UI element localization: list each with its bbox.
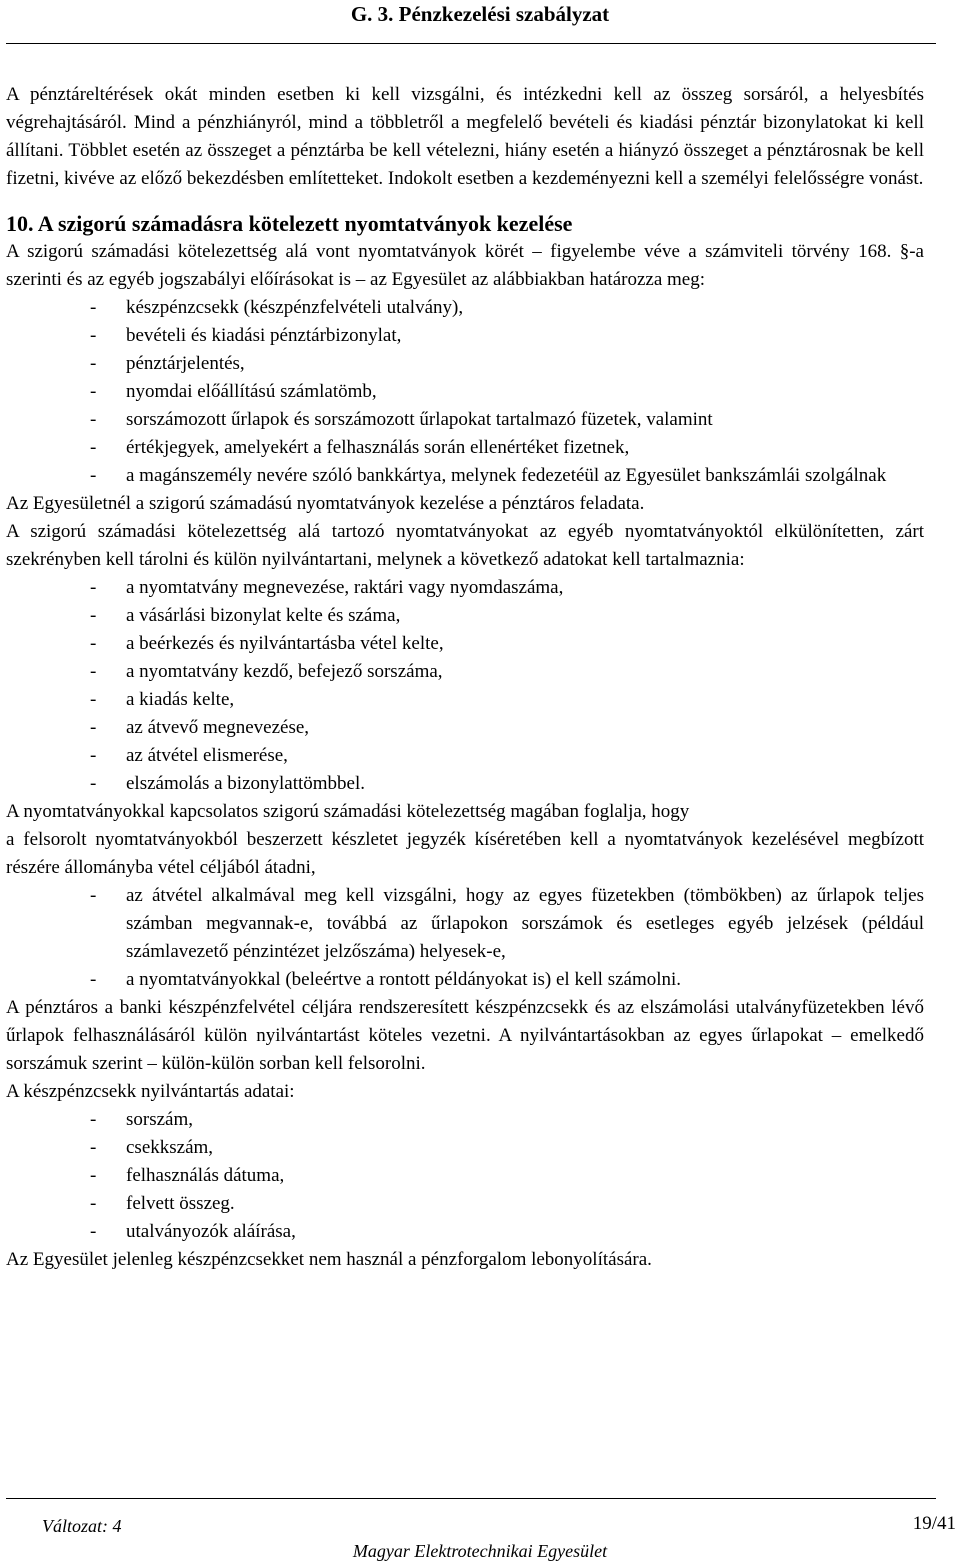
list-item-text: utalványozók aláírása,: [126, 1221, 296, 1242]
list-item: [6, 1106, 924, 1134]
list-item: [6, 770, 924, 798]
list-item-text: a nyomtatvány kezdő, befejező sorszáma,: [126, 661, 443, 682]
list-item-text: készpénzcsekk (készpénzfelvételi utalvány),: [126, 297, 464, 318]
list-item: [6, 1190, 924, 1218]
list-dash: -: [90, 1193, 97, 1214]
paragraph-cheque-register: A pénztáros a banki készpénzfelvétel céljára rendszeresített készpénzcsekk és az elszámolási utalványfüzetekben lévő űrlapok felhasználásáról külön nyilvántartást köteles vezetni. A nyilvántartásokban az egyes űrlapokat – emelkedő sorszámuk szerint – külön-külön sorban kell felsorolni.: [6, 997, 924, 1074]
list-item-text: a magánszemély nevére szóló bankkártya, melynek fedezetéül az Egyesület bankszámlái szolgálnak: [126, 465, 887, 486]
list-register-data: [6, 574, 924, 798]
list-dash: -: [90, 1165, 97, 1186]
list-dash: -: [90, 661, 97, 682]
list-dash: -: [90, 633, 97, 654]
list-dash: -: [90, 437, 97, 458]
list-item-text: az átvétel elismerése,: [126, 745, 288, 766]
list-item: [6, 322, 924, 350]
paragraph-discrepancies: A pénztáreltérések okát minden esetben ki kell vizsgálni, és intézkedni kell az összeg sorsáról, a helyesbítés végrehajtásáról. Mind a pénzhiányról, mind a többletről a megfelelő bevételi és kiadási pénztár bizonylatokat ki kell állítani. Többlet esetén az összeget a pénztárba be kell vételezni, hiány esetén a hiányzó összeget a pénztárosnak be kell fizetni, kivéve az előző bekezdésben említetteket. Indokolt esetben a kezdeményezni kell a személyi felelősségre vonást.: [6, 84, 924, 189]
list-item: [6, 462, 924, 490]
paragraph-obligation-intro: A nyomtatványokkal kapcsolatos szigorú számadási kötelezettség magában foglalja, hogy: [6, 801, 690, 822]
list-item-text: csekkszám,: [126, 1137, 214, 1158]
list-item: [6, 1134, 924, 1162]
paragraph-handover: a felsorolt nyomtatványokból beszerzett készletet jegyzék kíséretében kell a nyomtatványok kezelésével megbízott részére állományba vétel céljából átadni,: [6, 829, 924, 878]
list-dash: -: [90, 577, 97, 598]
list-item: [6, 434, 924, 462]
list-dash: -: [90, 605, 97, 626]
list-item-text: a nyomtatvány megnevezése, raktári vagy nyomdaszáma,: [126, 577, 564, 598]
footer-page-number: 19/41: [912, 1513, 956, 1534]
list-dash: -: [90, 1109, 97, 1130]
list-item: [6, 294, 924, 322]
list-item-text: felhasználás dátuma,: [126, 1165, 285, 1186]
paragraph-cashier-duty: Az Egyesületnél a szigorú számadású nyomtatványok kezelése a pénztáros feladata.: [6, 493, 645, 514]
list-dash: -: [90, 969, 97, 990]
list-dash: -: [90, 773, 97, 794]
list-item-text: értékjegyek, amelyekért a felhasználás során ellenértéket fizetnek,: [126, 437, 630, 458]
list-item-text: a beérkezés és nyilvántartásba vétel kelte,: [126, 633, 444, 654]
list-item: [6, 406, 924, 434]
list-dash: -: [90, 353, 97, 374]
list-dash: -: [90, 885, 97, 906]
list-item: [6, 742, 924, 770]
header-divider: [6, 43, 936, 44]
list-item-text: bevételi és kiadási pénztárbizonylat,: [126, 325, 402, 346]
list-item: [6, 686, 924, 714]
list-item-text: pénztárjelentés,: [126, 353, 245, 374]
paragraph-cheque-data-intro: A készpénzcsekk nyilvántartás adatai:: [6, 1081, 295, 1102]
footer-divider: [6, 1498, 936, 1499]
list-item: [6, 966, 924, 994]
list-dash: -: [90, 717, 97, 738]
list-item: [6, 1218, 924, 1246]
list-item-text: a nyomtatványokkal (beleértve a rontott példányokat is) el kell számolni.: [126, 969, 682, 990]
list-dash: -: [90, 1221, 97, 1242]
list-dash: -: [90, 297, 97, 318]
list-item: [6, 630, 924, 658]
list-dash: -: [90, 689, 97, 710]
list-dash: -: [90, 325, 97, 346]
list-cheque-data: [6, 1106, 924, 1246]
list-item: [6, 1162, 924, 1190]
list-dash: -: [90, 465, 97, 486]
list-item: [6, 350, 924, 378]
page-header-title: G. 3. Pénzkezelési szabályzat: [350, 2, 610, 26]
list-item: [6, 882, 924, 966]
list-handover-checks: [6, 882, 924, 994]
list-item: [6, 658, 924, 686]
list-strict-forms: [6, 294, 924, 490]
list-dash: -: [90, 745, 97, 766]
list-item-text: felvett összeg.: [126, 1193, 235, 1214]
footer-version: Változat: 4: [42, 1516, 122, 1536]
list-item: [6, 602, 924, 630]
list-item-text: a vásárlási bizonylat kelte és száma,: [126, 605, 401, 626]
list-dash: -: [90, 381, 97, 402]
list-item: [6, 714, 924, 742]
paragraph-current-usage: Az Egyesület jelenleg készpénzcsekket nem használ a pénzforgalom lebonyolítására.: [6, 1249, 652, 1270]
paragraph-storage-register: A szigorú számadási kötelezettség alá tartozó nyomtatványokat az egyéb nyomtatványoktól elkülönítetten, zárt szekrényben kell tárolni és külön nyilvántartani, melynek a következő adatokat kell tartalmaznia:: [6, 521, 924, 570]
list-dash: -: [90, 409, 97, 430]
list-item-text: nyomdai előállítású számlatömb,: [126, 381, 377, 402]
list-dash: -: [90, 1137, 97, 1158]
list-item: [6, 378, 924, 406]
list-item-text: elszámolás a bizonylattömbbel.: [126, 773, 366, 794]
list-item: [6, 574, 924, 602]
paragraph-strict-forms-scope: A szigorú számadási kötelezettség alá vont nyomtatványok körét – figyelembe véve a számviteli törvény 168. §-a szerinti és az egyéb jogszabályi előírásokat is – az Egyesület az alábbiakban határozza meg:: [6, 241, 924, 290]
list-item-text: az átvétel alkalmával meg kell vizsgálni, hogy az egyes füzetekben (tömbökben) az űrlapok teljes számban megvannak-e, továbbá az űrlapokon sorszámok és esetleges egyéb jelzések (például számlavezető pénzintézet jelzőszáma) helyesek-e,: [126, 885, 924, 962]
footer-organization: Magyar Elektrotechnikai Egyesület: [352, 1541, 608, 1561]
section-heading-10: 10. A szigorú számadásra kötelezett nyomtatványok kezelése: [6, 211, 573, 236]
list-item-text: sorszámozott űrlapok és sorszámozott űrlapokat tartalmazó füzetek, valamint: [126, 409, 713, 430]
document-body: [6, 81, 924, 1274]
list-item-text: a kiadás kelte,: [126, 689, 235, 710]
list-item-text: sorszám,: [126, 1109, 194, 1130]
list-item-text: az átvevő megnevezése,: [126, 717, 310, 738]
